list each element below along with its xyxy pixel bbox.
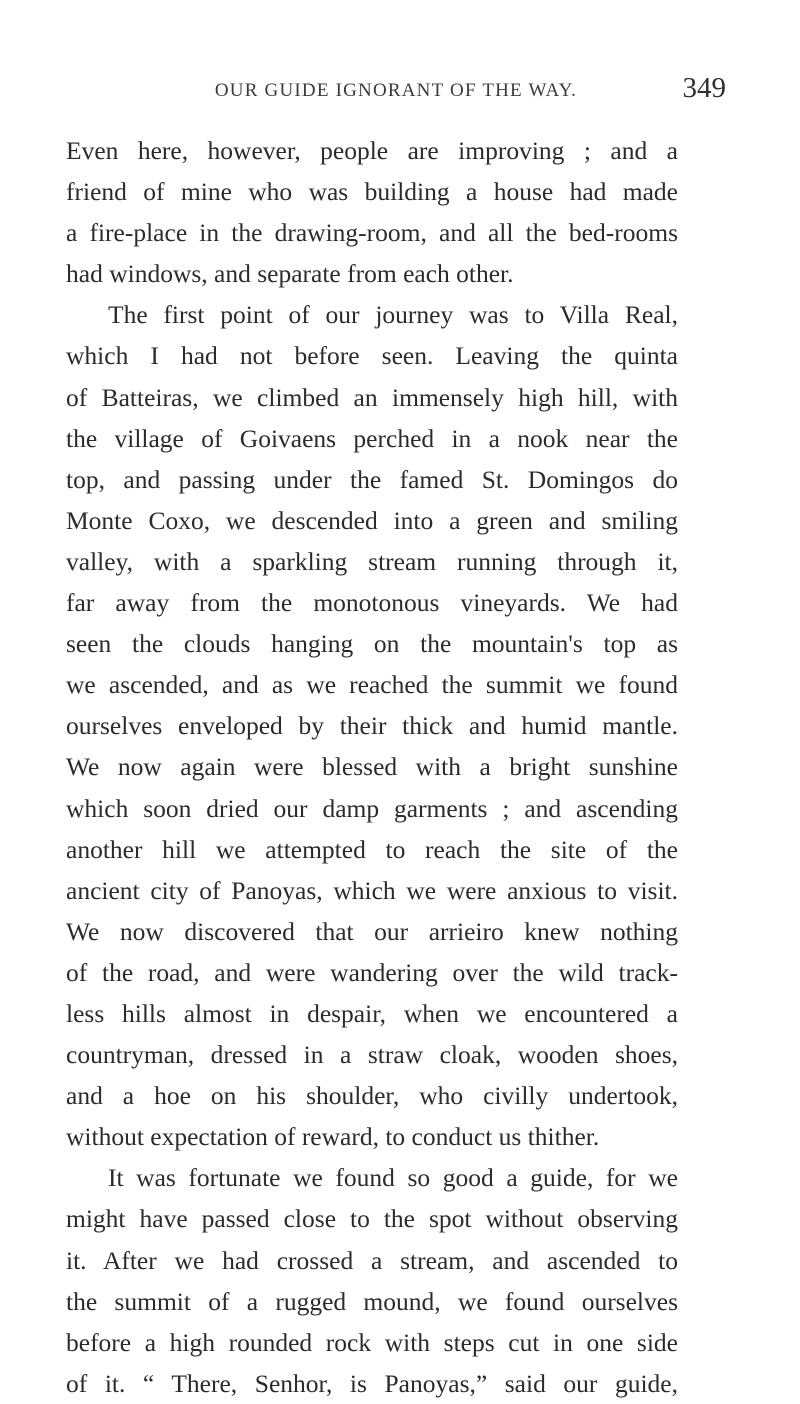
text-line: without expectation of reward, to conduct us thither. bbox=[66, 1122, 600, 1152]
text-line: Even here, however, people are improving ; and a bbox=[66, 136, 678, 165]
page-number: 349 bbox=[682, 72, 726, 104]
text-line: the village of Goivaens perched in a nook near the bbox=[66, 423, 678, 453]
text-line: before a high rounded rock with steps cut in one side bbox=[66, 1327, 678, 1357]
text-line: the summit of a rugged mound, we found ourselves bbox=[66, 1286, 678, 1316]
text-line: which I had not before seen. Leaving the quinta bbox=[66, 341, 678, 371]
text-line: countryman, dressed in a straw cloak, wooden shoes, bbox=[66, 1040, 678, 1070]
text-line: valley, with a sparkling stream running through it, bbox=[66, 546, 678, 576]
text-line: of Batteiras, we climbed an immensely high hill, with bbox=[66, 382, 678, 412]
running-title: OUR GUIDE IGNORANT OF THE WAY. bbox=[214, 80, 578, 101]
text-line: We now again were blessed with a bright sunshine bbox=[66, 752, 678, 782]
text-line: friend of mine who was building a house had made bbox=[66, 177, 678, 207]
body-text bbox=[66, 130, 678, 1404]
text-line: far away from the monotonous vineyards. We had bbox=[66, 588, 678, 618]
text-line: which soon dried our damp garments ; and ascending bbox=[66, 793, 678, 823]
text-line: a fire-place in the drawing-room, and all the bed-rooms bbox=[66, 218, 678, 248]
text-line: of it. “ There, Senhor, is Panoyas,” said our guide, bbox=[66, 1368, 678, 1398]
text-line: Monte Coxo, we descended into a green and smiling bbox=[66, 505, 678, 535]
text-line: seen the clouds hanging on the mountain's top as bbox=[66, 629, 678, 659]
text-line: had windows, and separate from each other. bbox=[66, 259, 514, 289]
text-line: ourselves enveloped by their thick and humid mantle. bbox=[66, 711, 678, 741]
text-line: of the road, and were wandering over the wild track- bbox=[66, 957, 678, 987]
text-line: might have passed close to the spot without observing bbox=[66, 1204, 678, 1234]
text-line: ancient city of Panoyas, which we were anxious to visit. bbox=[66, 875, 678, 905]
text-line: and a hoe on his shoulder, who civilly undertook, bbox=[66, 1081, 678, 1111]
text-line: We now discovered that our arrieiro knew nothing bbox=[66, 916, 678, 946]
text-line: it. After we had crossed a stream, and ascended to bbox=[66, 1245, 678, 1275]
text-line: less hills almost in despair, when we encountered a bbox=[66, 998, 678, 1028]
text-line: top, and passing under the famed St. Domingos do bbox=[66, 464, 678, 494]
text-line: another hill we attempted to reach the site of the bbox=[66, 834, 678, 864]
text-line: we ascended, and as we reached the summit we found bbox=[66, 670, 678, 700]
running-head bbox=[66, 72, 726, 108]
text-line: It was fortunate we found so good a guide, for we bbox=[108, 1163, 678, 1193]
text-line: The first point of our journey was to Villa Real, bbox=[108, 300, 678, 330]
